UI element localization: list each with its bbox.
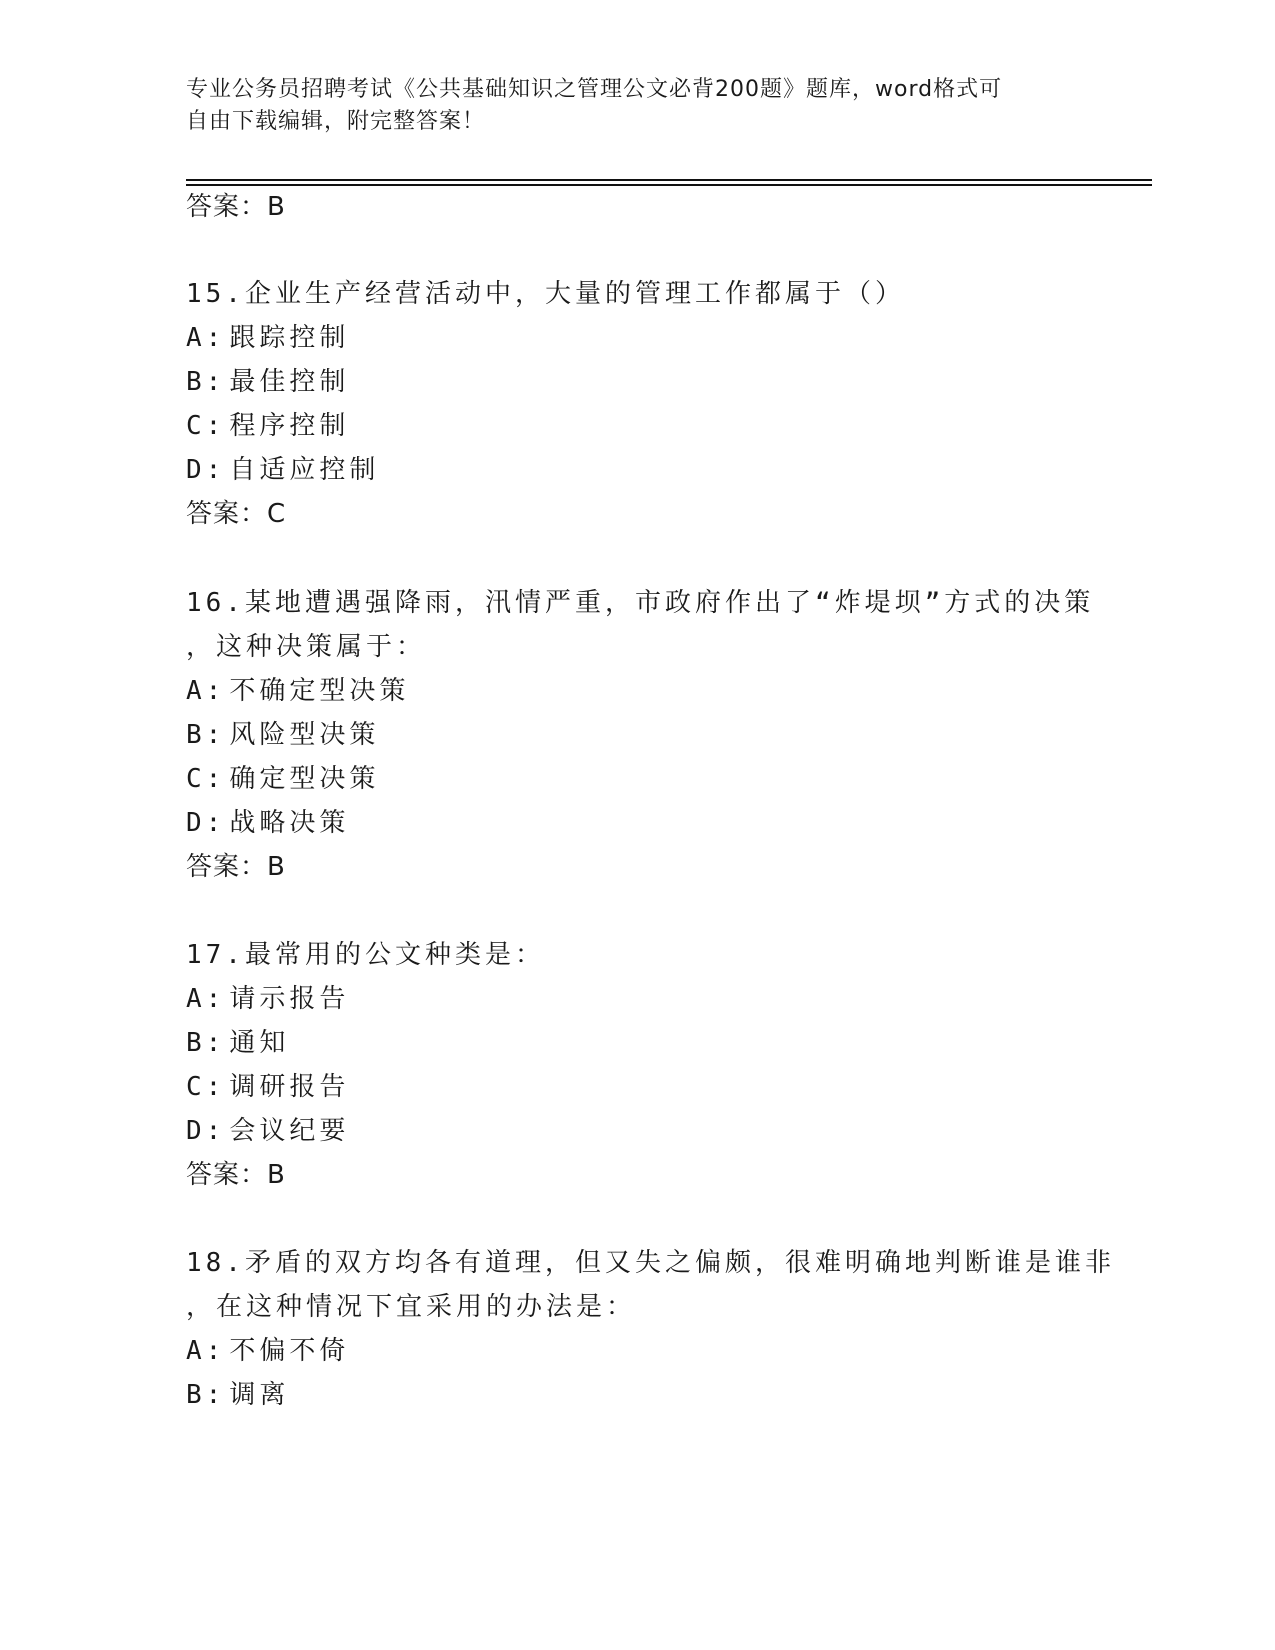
question-17-option-d	[186, 1114, 349, 1148]
option-key: C:	[186, 764, 226, 794]
option-key: B:	[186, 1380, 226, 1410]
option-text: 请示报告	[229, 984, 350, 1014]
option-key: B:	[186, 367, 226, 397]
option-key: A:	[186, 984, 226, 1014]
question-16-option-a	[186, 674, 409, 708]
question-16-text-line-2: ，这种决策属于：	[186, 632, 427, 662]
question-16-text-line-1: 16.某地遭遇强降雨，汛情严重，市政府作出了“炸堤坝”方式的决策	[186, 588, 1095, 618]
question-17-option-b	[186, 1026, 289, 1060]
header-divider-top	[186, 179, 1152, 181]
question-16-option-c	[186, 762, 379, 796]
option-key: A:	[186, 1336, 226, 1366]
option-key: C:	[186, 411, 226, 441]
option-key: D:	[186, 455, 226, 485]
option-text: 不偏不倚	[229, 1336, 350, 1366]
question-18-text-line-2: ，在这种情况下宜采用的办法是：	[186, 1292, 637, 1322]
question-16-option-b	[186, 718, 379, 752]
answer-line: 答案：B	[186, 192, 286, 222]
option-text: 程序控制	[229, 411, 350, 441]
question-16-option-d	[186, 806, 349, 840]
option-text: 调研报告	[229, 1072, 350, 1102]
option-key: C:	[186, 1072, 226, 1102]
option-text: 不确定型决策	[229, 676, 410, 706]
option-text: 风险型决策	[229, 720, 380, 750]
question-16-answer: 答案：B	[186, 852, 286, 882]
question-15-answer: 答案：C	[186, 499, 287, 529]
question-15-option-b	[186, 365, 349, 399]
option-key: B:	[186, 720, 226, 750]
option-text: 最佳控制	[229, 367, 350, 397]
option-key: B:	[186, 1028, 226, 1058]
question-18-option-b	[186, 1378, 289, 1412]
header-divider-bottom	[186, 184, 1152, 186]
option-text: 跟踪控制	[229, 323, 350, 353]
option-key: A:	[186, 676, 226, 706]
option-text: 通知	[229, 1028, 290, 1058]
question-18-text-line-1: 18.矛盾的双方均各有道理，但又失之偏颇，很难明确地判断谁是谁非	[186, 1248, 1115, 1278]
option-key: D:	[186, 1116, 226, 1146]
question-15-option-c	[186, 409, 349, 443]
question-17-text: 17.最常用的公文种类是：	[186, 940, 545, 970]
option-text: 会议纪要	[229, 1116, 350, 1146]
option-text: 调离	[229, 1380, 290, 1410]
question-15-text: 15.企业生产经营活动中，大量的管理工作都属于（）	[186, 279, 905, 309]
option-text: 自适应控制	[229, 455, 380, 485]
question-17-option-a	[186, 982, 349, 1016]
document-header	[186, 74, 1086, 138]
question-17-answer: 答案：B	[186, 1160, 286, 1190]
option-text: 确定型决策	[229, 764, 380, 794]
question-18-option-a	[186, 1334, 349, 1368]
option-text: 战略决策	[229, 808, 350, 838]
header-line-1: 专业公务员招聘考试《公共基础知识之管理公文必背200题》题库，word格式可	[186, 77, 1003, 102]
question-15-option-a	[186, 321, 349, 355]
question-17-option-c	[186, 1070, 349, 1104]
option-key: D:	[186, 808, 226, 838]
header-line-2: 自由下载编辑，附完整答案！	[186, 109, 486, 134]
question-15-option-d	[186, 453, 379, 487]
option-key: A:	[186, 323, 226, 353]
